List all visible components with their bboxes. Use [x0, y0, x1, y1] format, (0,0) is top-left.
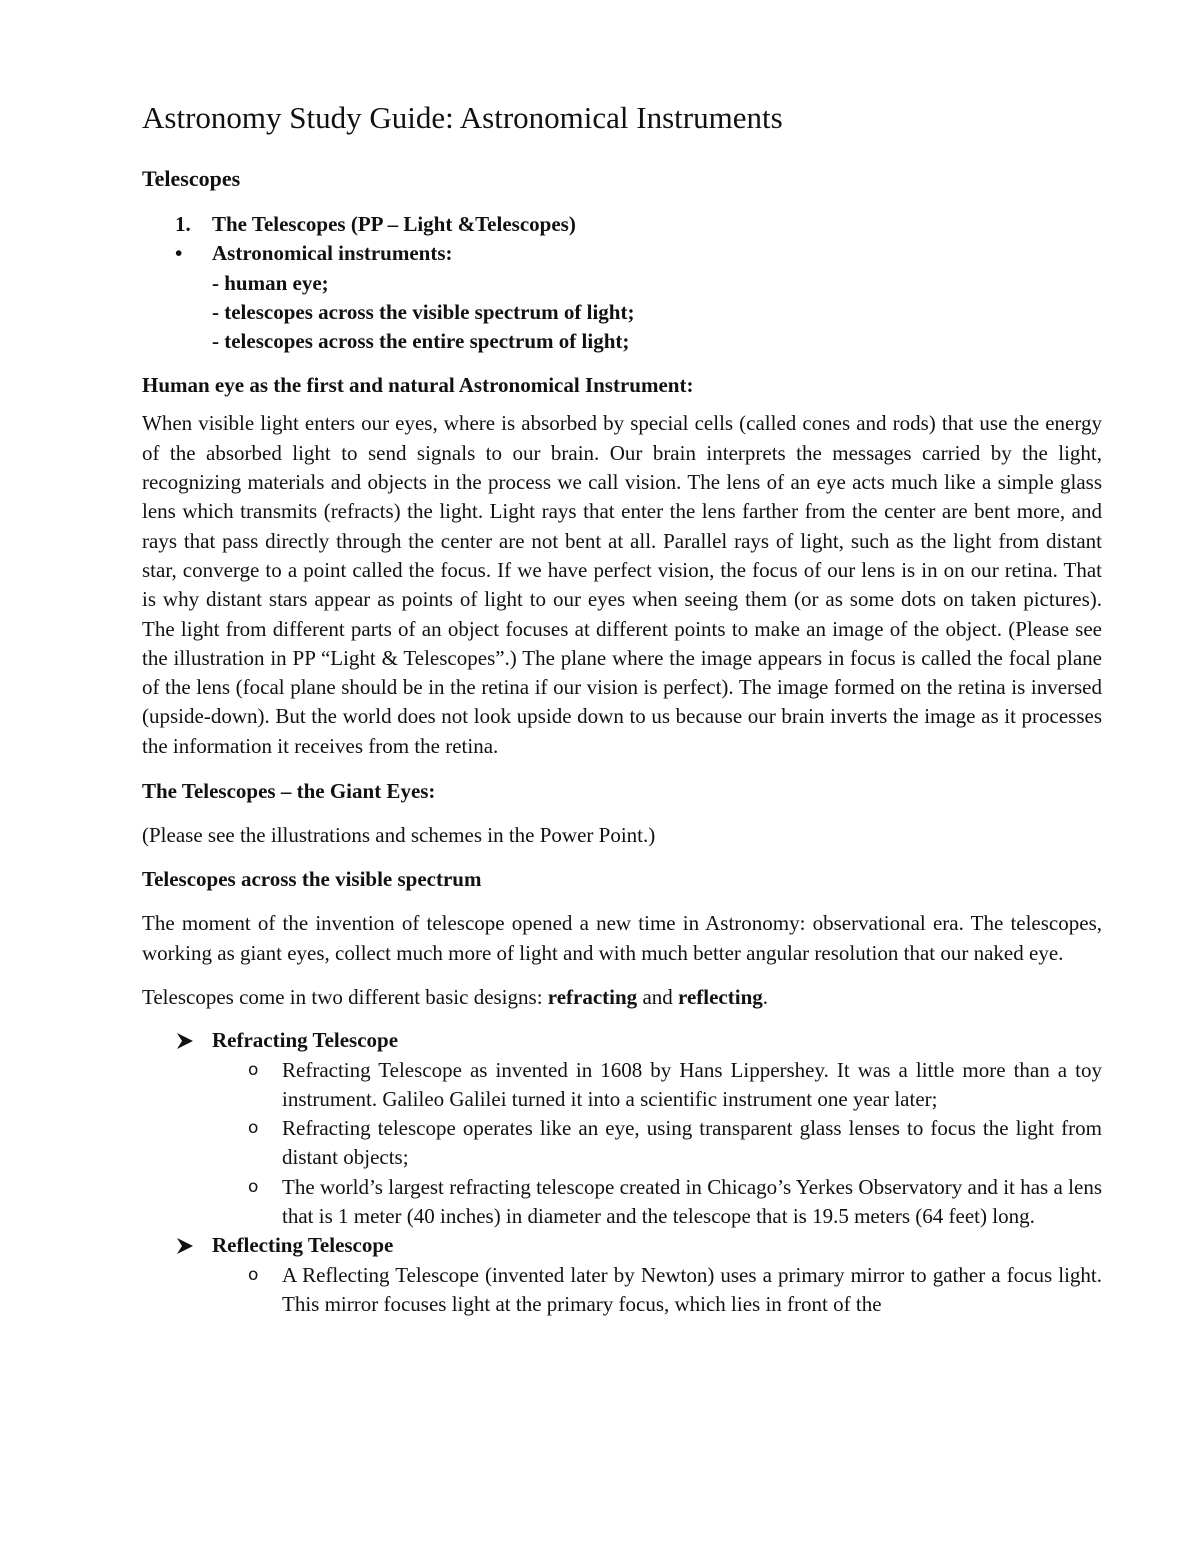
designs-sentence [142, 983, 1102, 1012]
numbered-item-text: The Telescopes (PP – Light &Telescopes) [212, 212, 576, 236]
reflecting-item-text: A Reflecting Telescope (invented later by Newton) uses a primary mirror to gather a focus light. This mirror focuses light at the primary focus, which lies in front of the [282, 1262, 1102, 1316]
bullet-item [142, 239, 1102, 268]
instrument-line: - telescopes across the entire spectrum of light; [212, 329, 630, 354]
arrow-right-icon [175, 1026, 195, 1059]
refracting-item-text: Refracting Telescope as invented in 1608 by Hans Lippershey. It was a little more than a toy instrument. Galileo Galilei turned it into a scientific instrument one year later; [282, 1057, 1102, 1111]
document-page [142, 96, 1102, 1319]
document-title: Astronomy Study Guide: Astronomical Instruments [142, 100, 783, 135]
telescopes-heading: Telescopes [142, 166, 241, 191]
visible-spectrum-heading: Telescopes across the visible spectrum [142, 867, 482, 892]
human-eye-paragraph: When visible light enters our eyes, where is absorbed by special cells (called cones and rods) that use the energy of the absorbed light to send signals to our brain. Our brain interprets the messages carried by the light, recognizing materials and objects in the process we call vision. The lens of an eye acts much like a simple glass lens which transmits (refracts) the light. Light rays that enter the lens farther from the center are bent more, and rays that pass directly through the center are not bent at all. Parallel rays of light, such as the light from distant star, converge to a point called the focus. If we have perfect vision, the focus of our lens is in on our retina. That is why distant stars appear as points of light to our eyes when seeing them (or as some dots on taken pictures). The light from different parts of an object focuses at different points to make an image of the object. (Please see the illustration in PP “Light & Telescopes”.) The plane where the image appears in focus is called the focal plane of the lens (focal plane should be in the retina if our vision is perfect). The image formed on the retina is inversed (upside-down). But the world does not look upside down to us because our brain inverts the image as it processes the information it receives from the retina. [142, 411, 1102, 758]
instrument-line: - telescopes across the visible spectrum of light; [212, 299, 635, 324]
giant-eyes-note: (Please see the illustrations and schemes in the Power Point.) [142, 823, 656, 848]
designs-and: and [637, 984, 679, 1009]
refracting-heading: Refracting Telescope [212, 1028, 399, 1053]
refracting-item [142, 1173, 1102, 1232]
designs-prefix: Telescopes come in two different basic designs: [142, 984, 548, 1009]
refracting-item [142, 1056, 1102, 1115]
refracting-item-text: The world’s largest refracting telescope created in Chicago’s Yerkes Observatory and it has a lens that is 1 meter (40 inches) in diameter and the telescope that is 19.5 meters (64 feet) long. [282, 1174, 1102, 1229]
circle-bullet-icon: o [248, 1059, 259, 1080]
instrument-line: - human eye; [212, 270, 329, 295]
visible-spectrum-paragraph: The moment of the invention of telescope opened a new time in Astronomy: observational era. The telescopes, working as giant eyes, collect much more of light and with much better angular resolution that our naked eye. [142, 911, 1102, 965]
circle-bullet-icon: o [248, 1118, 259, 1139]
designs-reflecting: reflecting [678, 984, 763, 1009]
refracting-item [142, 1114, 1102, 1173]
refracting-item-text: Refracting telescope operates like an eye, using transparent glass lenses to focus the light from distant objects; [282, 1116, 1102, 1170]
circle-bullet-icon: o [248, 1176, 259, 1197]
bullet-icon: • [175, 241, 183, 266]
list-number: 1. [175, 212, 191, 236]
reflecting-item [142, 1261, 1102, 1320]
refracting-heading-row [142, 1026, 1102, 1055]
arrow-right-icon [175, 1231, 195, 1264]
numbered-item [142, 210, 1102, 239]
bullet-item-text: Astronomical instruments: [212, 241, 453, 266]
reflecting-heading: Reflecting Telescope [212, 1233, 394, 1258]
human-eye-heading: Human eye as the first and natural Astronomical Instrument: [142, 373, 694, 398]
designs-refracting: refracting [547, 984, 638, 1009]
reflecting-heading-row [142, 1231, 1102, 1260]
designs-suffix: . [762, 984, 769, 1009]
giant-eyes-heading: The Telescopes – the Giant Eyes: [142, 779, 436, 804]
circle-bullet-icon: o [248, 1264, 259, 1285]
